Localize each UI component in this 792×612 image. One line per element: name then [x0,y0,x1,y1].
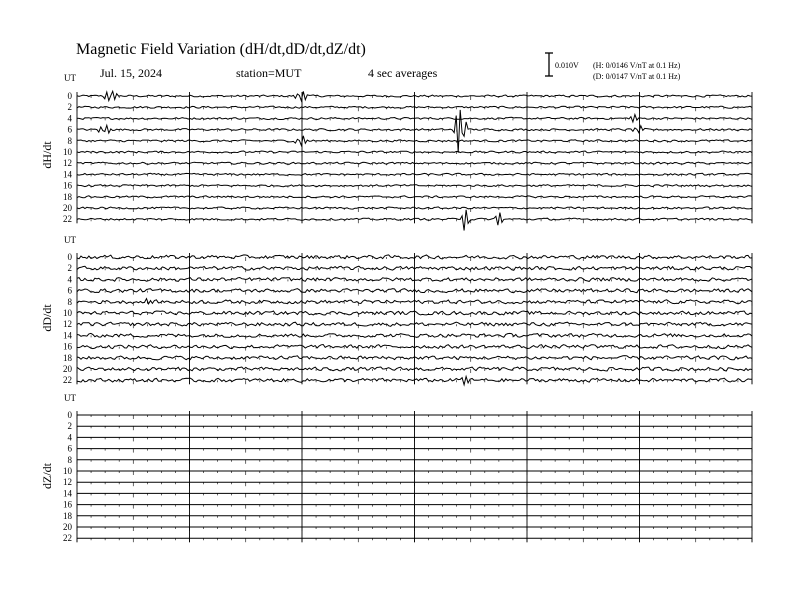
hour-label: 10 [63,308,72,318]
hour-label: 8 [67,296,72,307]
hour-label: 20 [63,203,72,213]
hour-label: 6 [67,285,72,296]
hour-label: 0 [67,252,72,262]
hour-label: 4 [67,113,72,124]
hour-label: 22 [63,214,72,225]
hour-label: 12 [63,319,72,330]
averaging-label: 4 sec averages [368,66,438,80]
hour-label: 8 [67,135,72,146]
scale-h-label: (H: 0/0146 V/nT at 0.1 Hz) [593,61,681,70]
panel-ylabel: dD/dt [40,304,54,332]
panel-ylabel: dH/dt [40,141,54,169]
scale-bar-icon [545,53,553,76]
hour-label: 22 [63,375,72,386]
hour-label: 12 [63,477,72,488]
hour-label: 20 [63,364,72,374]
hour-label: 14 [63,488,72,499]
hour-label: 4 [67,432,72,443]
panels [40,73,752,543]
hour-label: 2 [67,102,72,113]
station-label: station=MUT [236,66,302,80]
hour-label: 16 [63,499,72,510]
hour-label: 4 [67,274,72,285]
hour-label: 20 [63,522,72,532]
hour-label: 6 [67,124,72,135]
panel-dh [40,73,752,231]
hour-label: 18 [63,510,72,521]
hour-label: 18 [63,352,72,363]
hour-label: 22 [63,533,72,544]
hour-label: 2 [67,263,72,274]
scale-d-label: (D: 0/0147 V/nT at 0.1 Hz) [593,72,681,81]
hour-label: 8 [67,454,72,465]
ut-label: UT [64,235,76,245]
date-label: Jul. 15, 2024 [100,66,163,80]
hour-label: 12 [63,158,72,169]
scale-value: 0.010V [555,61,579,70]
hour-label: 0 [67,410,72,420]
ut-label: UT [64,73,76,83]
hour-label: 10 [63,466,72,476]
hour-label: 6 [67,443,72,454]
hour-label: 10 [63,147,72,157]
ut-label: UT [64,393,76,403]
hour-label: 0 [67,91,72,101]
hour-label: 16 [63,180,72,191]
hour-label: 2 [67,421,72,432]
hour-label: 14 [63,169,72,180]
panel-dd [40,235,752,385]
panel-dz [40,393,752,543]
hour-label: 18 [63,191,72,202]
chart-title: Magnetic Field Variation (dH/dt,dD/dt,dZ/dt) [76,41,366,58]
hour-label: 14 [63,330,72,341]
panel-ylabel: dZ/dt [40,463,54,489]
hour-label: 16 [63,341,72,352]
